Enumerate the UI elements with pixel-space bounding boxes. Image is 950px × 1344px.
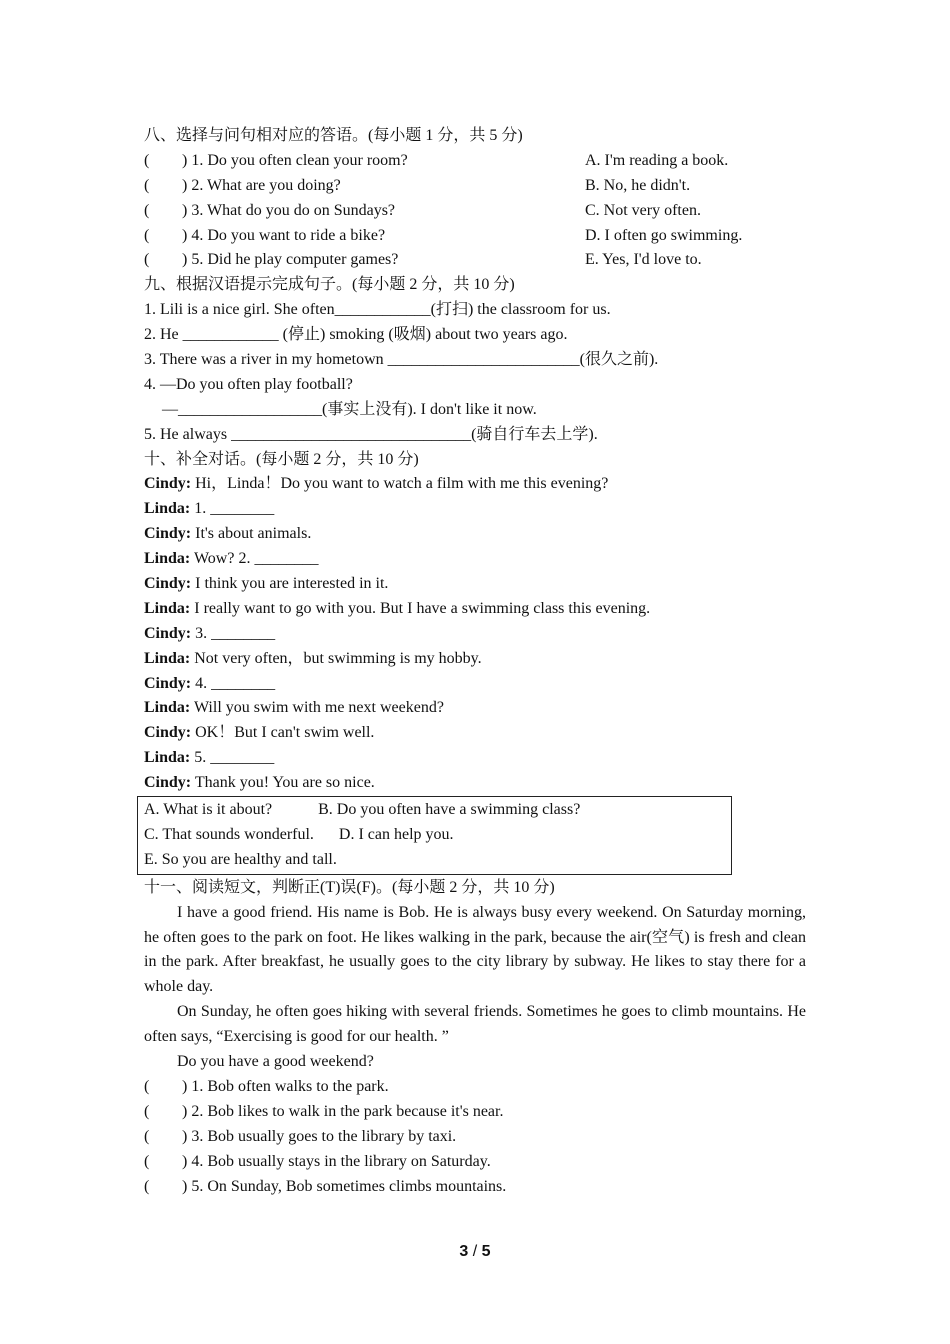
dialogue-text: It's about animals. bbox=[191, 525, 312, 543]
dialogue-line bbox=[144, 771, 806, 796]
dialogue-text: Thank you! You are so nice. bbox=[191, 774, 375, 792]
speaker-name: Linda: bbox=[144, 699, 191, 717]
page-number bbox=[0, 1243, 950, 1261]
sentence-item: 4. —Do you often play football? bbox=[144, 375, 353, 393]
answer-bracket: ( bbox=[144, 1127, 150, 1145]
current-page: 3 bbox=[459, 1243, 469, 1260]
option-c: C. That sounds wonderful. bbox=[144, 825, 314, 843]
sentence-item: 2. He ____________ (停止) smoking (吸烟) about two years ago. bbox=[144, 326, 568, 344]
question-row bbox=[144, 1175, 806, 1200]
answer-bracket: ( bbox=[144, 1077, 150, 1095]
question-row bbox=[144, 174, 806, 199]
dialogue-line bbox=[144, 746, 806, 771]
dialogue-text: OK！But I can't swim well. bbox=[191, 724, 375, 742]
answer-bracket: ( bbox=[144, 201, 150, 219]
dialogue-text: 5. ________ bbox=[190, 749, 275, 767]
dialogue-text: Not very often，but swimming is my hobby. bbox=[190, 649, 482, 667]
sentence-item: 3. There was a river in my hometown ________________________(很久之前). bbox=[144, 351, 659, 369]
speaker-name: Linda: bbox=[144, 550, 191, 568]
option-d: D. I can help you. bbox=[338, 825, 454, 843]
question-row bbox=[144, 149, 806, 174]
dialogue bbox=[144, 472, 806, 796]
question-text: ) 1. Do you often clean your room? bbox=[182, 151, 408, 169]
question-text: ) 3. What do you do on Sundays? bbox=[182, 201, 396, 219]
option-a: A. What is it about? bbox=[144, 801, 273, 819]
question-row bbox=[144, 199, 806, 224]
options-box bbox=[137, 796, 732, 875]
reading-paragraph: I have a good friend. His name is Bob. He is always busy every weekend. On Saturday morning, he often goes to the park on foot. He likes walking in the park, because the air(空气) is fresh and clean in the park. After breakfast, he usually goes to the city library by subway. He likes to stay there for a whole day. bbox=[144, 903, 806, 996]
question-row bbox=[144, 1150, 806, 1175]
dialogue-text: I think you are interested in it. bbox=[191, 575, 389, 593]
dialogue-line bbox=[144, 597, 806, 622]
answer-option: D. I often go swimming. bbox=[585, 226, 743, 244]
dialogue-line bbox=[144, 497, 806, 522]
question-text: ) 5. On Sunday, Bob sometimes climbs mountains. bbox=[182, 1177, 507, 1195]
dialogue-text: 1. ________ bbox=[190, 500, 275, 518]
question-text: ) 2. Bob likes to walk in the park because it's near. bbox=[182, 1102, 504, 1120]
question-text: ) 1. Bob often walks to the park. bbox=[182, 1077, 389, 1095]
reading-paragraph: Do you have a good weekend? bbox=[177, 1053, 374, 1071]
dialogue-line bbox=[144, 622, 806, 647]
dialogue-line bbox=[144, 572, 806, 597]
option-b: B. Do you often have a swimming class? bbox=[318, 801, 581, 819]
sentence-item: 1. Lili is a nice girl. She often____________(打扫) the classroom for us. bbox=[144, 301, 611, 319]
speaker-name: Cindy: bbox=[144, 774, 192, 792]
speaker-name: Cindy: bbox=[144, 724, 192, 742]
section-11-title: 十一、阅读短文，判断正(T)误(F)。(每小题 2 分，共 10 分) bbox=[144, 878, 555, 896]
question-row bbox=[144, 1075, 806, 1100]
answer-bracket: ( bbox=[144, 251, 150, 269]
answer-bracket: ( bbox=[144, 1102, 150, 1120]
dialogue-text: Wow? 2. ________ bbox=[190, 550, 319, 568]
speaker-name: Cindy: bbox=[144, 674, 192, 692]
question-text: ) 3. Bob usually goes to the library by taxi. bbox=[182, 1127, 457, 1145]
speaker-name: Linda: bbox=[144, 599, 191, 617]
answer-option: C. Not very often. bbox=[585, 201, 701, 219]
dialogue-text: I really want to go with you. But I have a swimming class this evening. bbox=[190, 599, 651, 617]
section-8-questions bbox=[144, 149, 806, 273]
answer-bracket: ( bbox=[144, 1177, 150, 1195]
dialogue-line bbox=[144, 721, 806, 746]
dialogue-text: 3. ________ bbox=[191, 624, 276, 642]
question-text: ) 4. Bob usually stays in the library on Saturday. bbox=[182, 1152, 491, 1170]
answer-bracket: ( bbox=[144, 1152, 150, 1170]
dialogue-line bbox=[144, 522, 806, 547]
question-text: ) 2. What are you doing? bbox=[182, 176, 341, 194]
speaker-name: Linda: bbox=[144, 500, 191, 518]
answer-bracket: ( bbox=[144, 226, 150, 244]
page-content bbox=[144, 124, 806, 1199]
question-row bbox=[144, 1125, 806, 1150]
sentence-item: 5. He always ______________________________(骑自行车去上学). bbox=[144, 425, 598, 443]
dialogue-line bbox=[144, 547, 806, 572]
dialogue-line bbox=[144, 672, 806, 697]
section-8-title: 八、选择与问句相对应的答语。(每小题 1 分，共 5 分) bbox=[144, 127, 523, 144]
question-row bbox=[144, 1100, 806, 1125]
answer-option: B. No, he didn't. bbox=[585, 176, 691, 194]
speaker-name: Cindy: bbox=[144, 525, 192, 543]
dialogue-text: Will you swim with me next weekend? bbox=[190, 699, 444, 717]
speaker-name: Cindy: bbox=[144, 475, 192, 493]
speaker-name: Linda: bbox=[144, 749, 191, 767]
dialogue-line bbox=[144, 472, 806, 497]
question-row bbox=[144, 248, 806, 273]
answer-bracket: ( bbox=[144, 151, 150, 169]
speaker-name: Cindy: bbox=[144, 575, 192, 593]
answer-option: E. Yes, I'd love to. bbox=[585, 251, 702, 269]
page-separator: / bbox=[468, 1243, 482, 1260]
answer-option: A. I'm reading a book. bbox=[585, 151, 729, 169]
dialogue-text: 4. ________ bbox=[191, 674, 276, 692]
reading-paragraph: On Sunday, he often goes hiking with several friends. Sometimes he goes to climb mountains. He often says, “Exercising is good for our health. ” bbox=[144, 1003, 806, 1046]
question-text: ) 4. Do you want to ride a bike? bbox=[182, 226, 386, 244]
answer-bracket: ( bbox=[144, 176, 150, 194]
section-9-title: 九、根据汉语提示完成句子。(每小题 2 分，共 10 分) bbox=[144, 276, 515, 294]
option-e: E. So you are healthy and tall. bbox=[144, 850, 337, 868]
dialogue-line bbox=[144, 647, 806, 672]
question-text: ) 5. Did he play computer games? bbox=[182, 251, 399, 269]
sentence-item: —__________________(事实上没有). I don't like it now. bbox=[162, 400, 537, 418]
speaker-name: Cindy: bbox=[144, 624, 192, 642]
question-row bbox=[144, 224, 806, 249]
dialogue-line bbox=[144, 696, 806, 721]
dialogue-text: Hi，Linda！Do you want to watch a film with me this evening? bbox=[191, 475, 609, 493]
section-10-title: 十、补全对话。(每小题 2 分，共 10 分) bbox=[144, 450, 419, 468]
speaker-name: Linda: bbox=[144, 649, 191, 667]
true-false-questions bbox=[144, 1075, 806, 1199]
total-pages: 5 bbox=[481, 1243, 491, 1260]
